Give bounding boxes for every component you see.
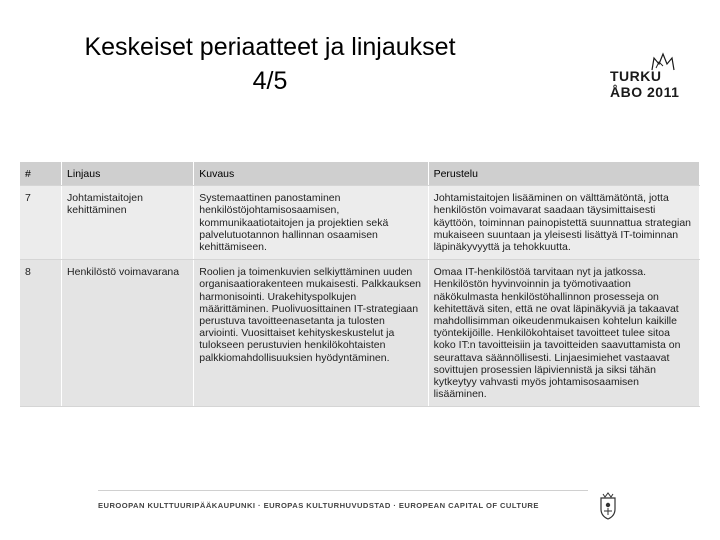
city-crest-icon: [598, 492, 618, 520]
title-line-1: Keskeiset periaatteet ja linjaukset: [84, 33, 456, 61]
header-perustelu: Perustelu: [428, 162, 699, 186]
row-linjaus: Henkilöstö voimavarana: [62, 260, 194, 407]
logo-text-turku: TURKU: [610, 68, 662, 84]
header-linjaus: Linjaus: [62, 162, 194, 186]
title-line-2: 4/5: [252, 67, 288, 95]
header-kuvaus: Kuvaus: [194, 162, 428, 186]
row-perustelu: Omaa IT-henkilöstöä tarvitaan nyt ja jatkossa. Henkilöstön hyvinvoinnin ja työmotivaation näkökulmasta henkilöstöhallinnon prosesseja on kehitettävä siten, että ne ovat läpinäkyviä ja takaavat mahdollisimman oikeudenmukaisen kohtelun kaikille työntekijöille. Henkilökohtaiset tavoitteet tulee sitoa koko IT:n tavoitteisiin ja tavoitteiden saavuttamista on seurattava säännöllisesti. Linjaesimiehet vastaavat sovittujen prosessien läpiviennistä ja siksi tähän kytkeytyy vahvasti myös johtamisosaamisen lisääminen.: [428, 260, 699, 407]
row-kuvaus: Systemaattinen panostaminen henkilöstöjohtamisosaamisen, kommunikaatiotaitojen ja projektien sekä palvelutuotannon hallinnan osaamisen kehittämiseen.: [194, 186, 428, 260]
header-number: #: [20, 162, 62, 186]
principles-table: [20, 162, 700, 407]
row-perustelu: Johtamistaitojen lisääminen on välttämätöntä, jotta henkilöstön voimavarat saadaan täysimittaisesti käyttöön, toiminnan painopistettä suunnattua strategian mukaiseen suuntaan ja yleisesti lisättyä IT-toiminnan läpinäkyvyyttä ja tehokkuutta.: [428, 186, 699, 260]
table-row: [20, 186, 700, 260]
logo-text-abo: ÅBO 2011: [610, 84, 680, 100]
turku-2011-logo: [598, 52, 708, 102]
table-header-row: [20, 162, 700, 186]
row-number: 7: [20, 186, 62, 260]
page-title: [20, 30, 520, 98]
row-linjaus: Johtamistaitojen kehittäminen: [62, 186, 194, 260]
row-kuvaus: Roolien ja toimenkuvien selkiyttäminen uuden organisaatiorakenteen mukaisesti. Palkkauksen harmonisointi. Urakehityspolkujen määrittäminen. Puolivuosittainen IT-strategiaan perustuva tavoitteenasetanta ja tulosten arviointi. Vuosittaiset kehityskeskustelut ja tulokseen perustuvien henkilökohtaisten palkkiomahdollisuuksien hyödyntäminen.: [194, 260, 428, 407]
table-row: [20, 260, 700, 407]
footer-text: EUROOPAN KULTTUURIPÄÄKAUPUNKI · EUROPAS KULTURHUVUDSTAD · EUROPEAN CAPITAL OF CULTURE: [98, 501, 539, 510]
row-number: 8: [20, 260, 62, 407]
footer-divider: [98, 490, 588, 491]
